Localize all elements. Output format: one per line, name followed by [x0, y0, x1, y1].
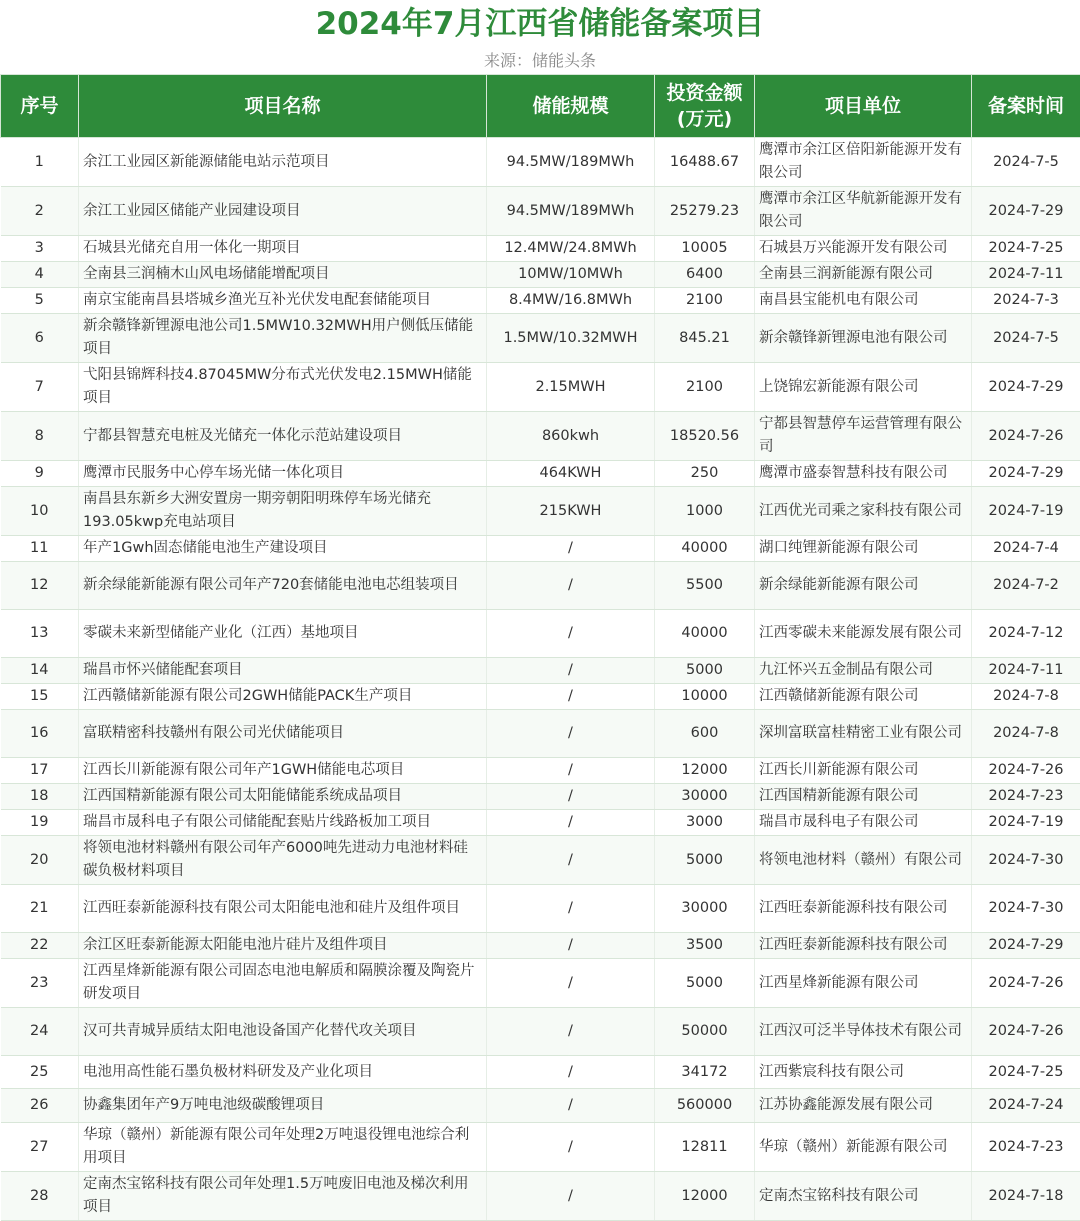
cell-scale: /	[487, 784, 655, 810]
cell-unit: 江苏协鑫能源发展有限公司	[755, 1089, 972, 1123]
cell-name: 江西旺泰新能源科技有限公司太阳能电池和硅片及组件项目	[79, 885, 487, 933]
cell-name: 余江工业园区新能源储能电站示范项目	[79, 138, 487, 187]
cell-name: 余江区旺泰新能源太阳能电池片硅片及组件项目	[79, 933, 487, 959]
cell-date: 2024-7-18	[972, 1172, 1080, 1221]
table-row	[1, 487, 1080, 536]
cell-invest: 12000	[655, 758, 755, 784]
cell-scale: /	[487, 758, 655, 784]
cell-unit: 江西长川新能源有限公司	[755, 758, 972, 784]
cell-invest: 10000	[655, 684, 755, 710]
cell-date: 2024-7-19	[972, 810, 1080, 836]
cell-unit: 江西优光司乘之家科技有限公司	[755, 487, 972, 536]
cell-date: 2024-7-23	[972, 784, 1080, 810]
cell-no: 3	[1, 236, 79, 262]
cell-scale: 8.4MW/16.8MWh	[487, 288, 655, 314]
cell-no: 14	[1, 658, 79, 684]
cell-date: 2024-7-8	[972, 684, 1080, 710]
cell-name: 余江工业园区储能产业园建设项目	[79, 187, 487, 236]
cell-date: 2024-7-5	[972, 314, 1080, 363]
cell-scale: /	[487, 562, 655, 610]
cell-scale: 215KWH	[487, 487, 655, 536]
cell-date: 2024-7-25	[972, 236, 1080, 262]
cell-name: 瑞昌市怀兴储能配套项目	[79, 658, 487, 684]
cell-name: 弋阳县锦辉科技4.87045MW分布式光伏发电2.15MWH储能项目	[79, 363, 487, 412]
table-row	[1, 363, 1080, 412]
cell-name: 南昌县东新乡大洲安置房一期旁朝阳明珠停车场光储充193.05kwp充电站项目	[79, 487, 487, 536]
table-row	[1, 684, 1080, 710]
table-row	[1, 262, 1080, 288]
table-row	[1, 885, 1080, 933]
cell-scale: /	[487, 610, 655, 658]
header-invest: 投资金额 (万元)	[655, 75, 755, 138]
cell-name: 全南县三润楠木山风电场储能增配项目	[79, 262, 487, 288]
cell-scale: /	[487, 536, 655, 562]
table-row	[1, 288, 1080, 314]
cell-unit: 九江怀兴五金制品有限公司	[755, 658, 972, 684]
cell-invest: 845.21	[655, 314, 755, 363]
cell-name: 新余赣锋新锂源电池公司1.5MW10.32MWH用户侧低压储能项目	[79, 314, 487, 363]
table-row	[1, 1008, 1080, 1056]
cell-no: 22	[1, 933, 79, 959]
table-row	[1, 758, 1080, 784]
cell-invest: 250	[655, 461, 755, 487]
cell-no: 15	[1, 684, 79, 710]
cell-date: 2024-7-26	[972, 412, 1080, 461]
table-row	[1, 784, 1080, 810]
cell-name: 电池用高性能石墨负极材料研发及产业化项目	[79, 1056, 487, 1089]
cell-invest: 25279.23	[655, 187, 755, 236]
cell-date: 2024-7-12	[972, 610, 1080, 658]
cell-name: 年产1Gwh固态储能电池生产建设项目	[79, 536, 487, 562]
cell-invest: 3000	[655, 810, 755, 836]
cell-invest: 18520.56	[655, 412, 755, 461]
cell-no: 2	[1, 187, 79, 236]
cell-invest: 3500	[655, 933, 755, 959]
cell-name: 江西赣储新能源有限公司2GWH储能PACK生产项目	[79, 684, 487, 710]
cell-no: 7	[1, 363, 79, 412]
table-row	[1, 836, 1080, 885]
cell-date: 2024-7-29	[972, 363, 1080, 412]
cell-scale: 94.5MW/189MWh	[487, 138, 655, 187]
cell-invest: 12811	[655, 1123, 755, 1172]
cell-scale: /	[487, 810, 655, 836]
cell-unit: 深圳富联富桂精密工业有限公司	[755, 710, 972, 758]
cell-invest: 50000	[655, 1008, 755, 1056]
cell-invest: 12000	[655, 1172, 755, 1221]
cell-name: 石城县光储充自用一体化一期项目	[79, 236, 487, 262]
cell-scale: 94.5MW/189MWh	[487, 187, 655, 236]
cell-scale: /	[487, 1056, 655, 1089]
cell-unit: 华琼（赣州）新能源有限公司	[755, 1123, 972, 1172]
cell-date: 2024-7-25	[972, 1056, 1080, 1089]
table-row	[1, 236, 1080, 262]
cell-invest: 40000	[655, 610, 755, 658]
cell-name: 新余绿能新能源有限公司年产720套储能电池电芯组装项目	[79, 562, 487, 610]
cell-name: 华琼（赣州）新能源有限公司年处理2万吨退役锂电池综合利用项目	[79, 1123, 487, 1172]
cell-name: 鹰潭市民服务中心停车场光储一体化项目	[79, 461, 487, 487]
cell-no: 1	[1, 138, 79, 187]
cell-scale: /	[487, 885, 655, 933]
table-row	[1, 412, 1080, 461]
cell-invest: 5000	[655, 836, 755, 885]
cell-invest: 10005	[655, 236, 755, 262]
cell-date: 2024-7-24	[972, 1089, 1080, 1123]
cell-date: 2024-7-26	[972, 959, 1080, 1008]
cell-unit: 鹰潭市余江区华航新能源开发有限公司	[755, 187, 972, 236]
header-no: 序号	[1, 75, 79, 138]
cell-date: 2024-7-30	[972, 885, 1080, 933]
cell-unit: 石城县万兴能源开发有限公司	[755, 236, 972, 262]
cell-unit: 上饶锦宏新能源有限公司	[755, 363, 972, 412]
cell-scale: 464KWH	[487, 461, 655, 487]
cell-scale: /	[487, 836, 655, 885]
header-date: 备案时间	[972, 75, 1080, 138]
cell-invest: 2100	[655, 288, 755, 314]
cell-no: 10	[1, 487, 79, 536]
table-row	[1, 710, 1080, 758]
cell-name: 江西长川新能源有限公司年产1GWH储能电芯项目	[79, 758, 487, 784]
cell-invest: 34172	[655, 1056, 755, 1089]
cell-no: 21	[1, 885, 79, 933]
cell-scale: /	[487, 710, 655, 758]
cell-unit: 江西旺泰新能源科技有限公司	[755, 933, 972, 959]
cell-name: 南京宝能南昌县塔城乡渔光互补光伏发电配套储能项目	[79, 288, 487, 314]
cell-no: 25	[1, 1056, 79, 1089]
cell-no: 18	[1, 784, 79, 810]
cell-scale: 860kwh	[487, 412, 655, 461]
source-caption: 来源：储能头条	[0, 50, 1080, 72]
cell-invest: 16488.67	[655, 138, 755, 187]
cell-no: 24	[1, 1008, 79, 1056]
cell-no: 8	[1, 412, 79, 461]
cell-invest: 1000	[655, 487, 755, 536]
cell-scale: /	[487, 658, 655, 684]
cell-unit: 鹰潭市盛泰智慧科技有限公司	[755, 461, 972, 487]
table-row	[1, 810, 1080, 836]
cell-unit: 新余绿能新能源有限公司	[755, 562, 972, 610]
cell-scale: /	[487, 1008, 655, 1056]
cell-unit: 全南县三润新能源有限公司	[755, 262, 972, 288]
cell-invest: 6400	[655, 262, 755, 288]
cell-name: 江西星烽新能源有限公司固态电池电解质和隔膜涂覆及陶瓷片研发项目	[79, 959, 487, 1008]
table-row	[1, 536, 1080, 562]
cell-invest: 2100	[655, 363, 755, 412]
cell-date: 2024-7-4	[972, 536, 1080, 562]
cell-no: 4	[1, 262, 79, 288]
cell-no: 27	[1, 1123, 79, 1172]
cell-scale: 12.4MW/24.8MWh	[487, 236, 655, 262]
cell-invest: 5000	[655, 959, 755, 1008]
cell-date: 2024-7-19	[972, 487, 1080, 536]
cell-date: 2024-7-2	[972, 562, 1080, 610]
cell-invest: 5500	[655, 562, 755, 610]
table-row	[1, 1089, 1080, 1123]
table-body	[1, 138, 1080, 1221]
table-row	[1, 562, 1080, 610]
cell-name: 瑞昌市晟科电子有限公司储能配套贴片线路板加工项目	[79, 810, 487, 836]
cell-no: 9	[1, 461, 79, 487]
cell-no: 12	[1, 562, 79, 610]
cell-no: 6	[1, 314, 79, 363]
cell-date: 2024-7-5	[972, 138, 1080, 187]
cell-unit: 宁都县智慧停车运营管理有限公司	[755, 412, 972, 461]
header-name: 项目名称	[79, 75, 487, 138]
cell-unit: 鹰潭市余江区倍阳新能源开发有限公司	[755, 138, 972, 187]
cell-unit: 江西旺泰新能源科技有限公司	[755, 885, 972, 933]
cell-scale: 1.5MW/10.32MWH	[487, 314, 655, 363]
cell-unit: 江西国精新能源有限公司	[755, 784, 972, 810]
table-row	[1, 933, 1080, 959]
cell-invest: 560000	[655, 1089, 755, 1123]
cell-date: 2024-7-26	[972, 758, 1080, 784]
cell-no: 23	[1, 959, 79, 1008]
cell-unit: 江西星烽新能源有限公司	[755, 959, 972, 1008]
cell-no: 28	[1, 1172, 79, 1221]
table-row	[1, 1056, 1080, 1089]
table-row	[1, 1123, 1080, 1172]
table-row	[1, 314, 1080, 363]
cell-no: 13	[1, 610, 79, 658]
page-title: 2024年7月江西省储能备案项目	[0, 4, 1080, 44]
table-row	[1, 959, 1080, 1008]
cell-scale: /	[487, 1123, 655, 1172]
cell-date: 2024-7-23	[972, 1123, 1080, 1172]
cell-scale: /	[487, 933, 655, 959]
cell-name: 零碳未来新型储能产业化（江西）基地项目	[79, 610, 487, 658]
cell-no: 19	[1, 810, 79, 836]
cell-no: 17	[1, 758, 79, 784]
cell-no: 26	[1, 1089, 79, 1123]
table-row	[1, 461, 1080, 487]
cell-date: 2024-7-29	[972, 461, 1080, 487]
header-scale: 储能规模	[487, 75, 655, 138]
cell-name: 富联精密科技赣州有限公司光伏储能项目	[79, 710, 487, 758]
cell-scale: /	[487, 684, 655, 710]
cell-unit: 定南杰宝铭科技有限公司	[755, 1172, 972, 1221]
cell-date: 2024-7-26	[972, 1008, 1080, 1056]
table-row	[1, 658, 1080, 684]
cell-scale: 10MW/10MWh	[487, 262, 655, 288]
table-row	[1, 138, 1080, 187]
cell-date: 2024-7-29	[972, 933, 1080, 959]
projects-table	[0, 74, 1080, 1221]
cell-scale: /	[487, 1089, 655, 1123]
cell-date: 2024-7-11	[972, 262, 1080, 288]
header-unit: 项目单位	[755, 75, 972, 138]
cell-name: 江西国精新能源有限公司太阳能储能系统成品项目	[79, 784, 487, 810]
table-row	[1, 1172, 1080, 1221]
cell-date: 2024-7-30	[972, 836, 1080, 885]
cell-date: 2024-7-8	[972, 710, 1080, 758]
cell-name: 宁都县智慧充电桩及光储充一体化示范站建设项目	[79, 412, 487, 461]
cell-date: 2024-7-29	[972, 187, 1080, 236]
cell-scale: 2.15MWH	[487, 363, 655, 412]
cell-scale: /	[487, 1172, 655, 1221]
cell-unit: 湖口纯锂新能源有限公司	[755, 536, 972, 562]
table-row	[1, 187, 1080, 236]
cell-name: 将领电池材料赣州有限公司年产6000吨先进动力电池材料硅碳负极材料项目	[79, 836, 487, 885]
cell-date: 2024-7-3	[972, 288, 1080, 314]
table-header-row	[1, 75, 1080, 138]
cell-unit: 江西汉可泛半导体技术有限公司	[755, 1008, 972, 1056]
cell-name: 定南杰宝铭科技有限公司年处理1.5万吨废旧电池及梯次利用项目	[79, 1172, 487, 1221]
table-row	[1, 610, 1080, 658]
cell-no: 11	[1, 536, 79, 562]
cell-unit: 瑞昌市晟科电子有限公司	[755, 810, 972, 836]
cell-unit: 江西零碳未来能源发展有限公司	[755, 610, 972, 658]
cell-unit: 南昌县宝能机电有限公司	[755, 288, 972, 314]
cell-invest: 40000	[655, 536, 755, 562]
cell-date: 2024-7-11	[972, 658, 1080, 684]
cell-no: 20	[1, 836, 79, 885]
cell-name: 协鑫集团年产9万吨电池级碳酸锂项目	[79, 1089, 487, 1123]
cell-unit: 将领电池材料（赣州）有限公司	[755, 836, 972, 885]
cell-invest: 5000	[655, 658, 755, 684]
cell-unit: 新余赣锋新锂源电池有限公司	[755, 314, 972, 363]
cell-no: 5	[1, 288, 79, 314]
cell-invest: 30000	[655, 784, 755, 810]
cell-no: 16	[1, 710, 79, 758]
cell-invest: 30000	[655, 885, 755, 933]
cell-name: 汉可共青城异质结太阳电池设备国产化替代攻关项目	[79, 1008, 487, 1056]
cell-scale: /	[487, 959, 655, 1008]
cell-unit: 江西赣储新能源有限公司	[755, 684, 972, 710]
cell-invest: 600	[655, 710, 755, 758]
cell-unit: 江西紫宸科技有限公司	[755, 1056, 972, 1089]
